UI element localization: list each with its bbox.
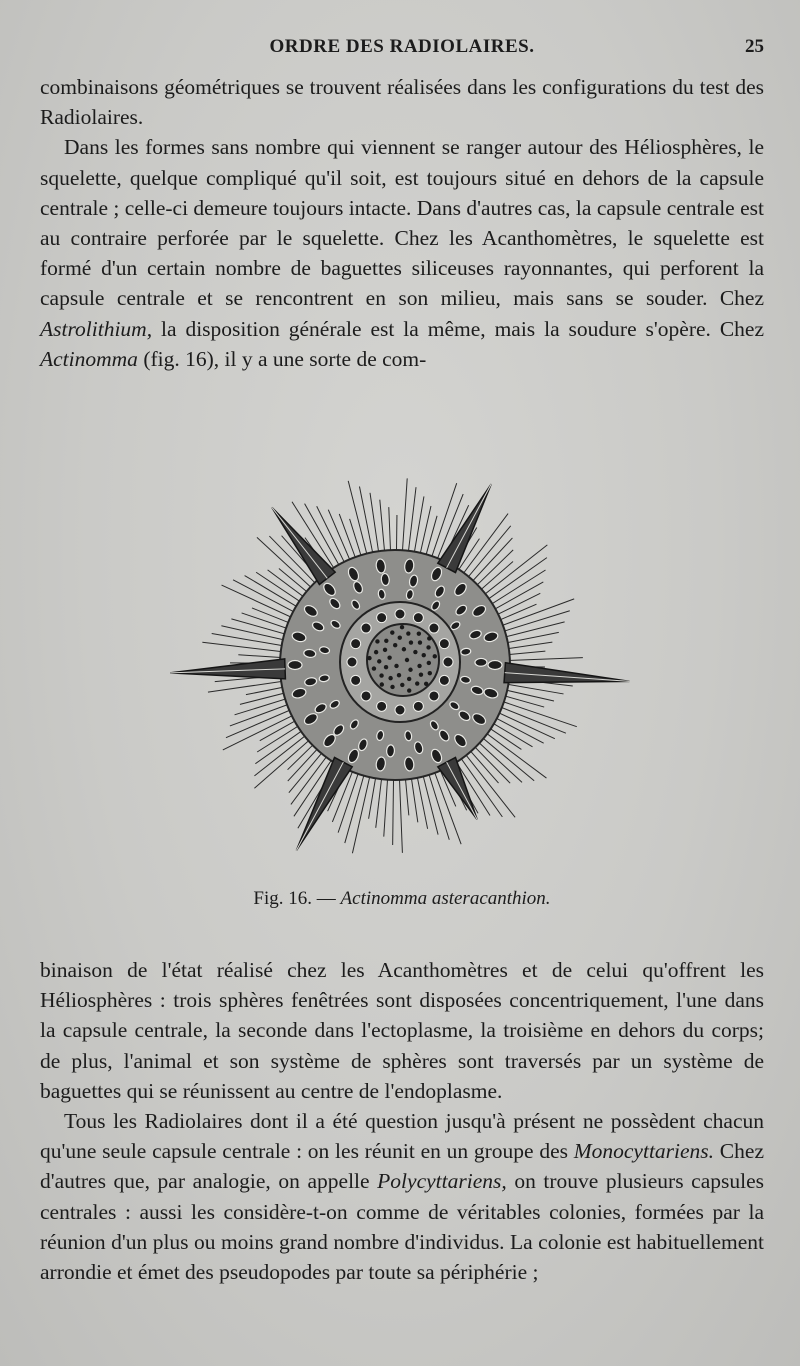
paragraph-skeleton-part-2: la disposition générale est la même, mais la soudure s'opère. Chez <box>152 316 764 341</box>
inner-pore <box>372 666 376 670</box>
middle-pore <box>361 623 371 633</box>
inner-pore <box>409 640 413 644</box>
caption-species: Actinomma asteracanthion. <box>340 888 551 909</box>
paragraph-skeleton-part-3: (fig. 16), il y a une sorte de com- <box>137 346 427 371</box>
genus-astrolithium: Astrolithium, <box>40 316 153 341</box>
inner-pore <box>417 664 421 668</box>
inner-pore <box>427 661 431 665</box>
inner-pore <box>417 631 421 635</box>
middle-pore <box>429 623 439 633</box>
figure-caption <box>40 888 764 910</box>
inner-pore <box>427 636 431 640</box>
middle-pore <box>377 701 387 711</box>
outer-pore <box>475 658 487 666</box>
middle-pore <box>413 701 423 711</box>
radiolarian-illustration <box>150 430 640 880</box>
genus-actinomma: Actinomma <box>40 346 138 371</box>
inner-pore <box>407 677 411 681</box>
inner-pore <box>374 650 378 654</box>
top-text-block <box>40 72 764 374</box>
inner-pore <box>397 673 401 677</box>
inner-pore <box>428 671 432 675</box>
inner-pore <box>394 664 398 668</box>
paragraph-monocyttariens <box>40 1106 764 1287</box>
middle-pore <box>429 691 439 701</box>
inner-pore <box>413 650 417 654</box>
inner-pore <box>405 658 409 662</box>
middle-pore <box>439 675 449 685</box>
middle-pore <box>361 691 371 701</box>
inner-pore <box>387 655 391 659</box>
inner-pore <box>422 653 426 657</box>
major-spine-highlight <box>447 484 492 568</box>
outer-pore <box>488 661 502 670</box>
inner-pore <box>390 630 394 634</box>
middle-pore <box>351 675 361 685</box>
middle-pore <box>347 657 357 667</box>
middle-pore <box>439 639 449 649</box>
inner-pore <box>418 640 422 644</box>
inner-pore <box>390 685 394 689</box>
inner-pore <box>433 654 437 658</box>
inner-pore <box>384 665 388 669</box>
middle-pore <box>395 705 405 715</box>
term-monocyttariens: Monocyttariens. <box>573 1139 715 1164</box>
bottom-text-block <box>40 955 764 1287</box>
middle-pore <box>443 657 453 667</box>
term-polycyttariens: Polycyttariens, <box>377 1169 507 1194</box>
inner-pore <box>367 656 371 660</box>
paragraph-monocyttariens-part-3: on trouve plusieurs capsules centrales : aussi les considère-t-on comme de véritables colonies, formées par la réunion d'un plus ou moins grand nombre d'individus. La colonie est habituellement arrondie et émet des pseudopodes par toute sa périphérie ; <box>40 1169 764 1285</box>
paragraph-combination: binaison de l'état réalisé chez les Acanthomètres et de celui qu'offrent les Héliosphères : trois sphères fenêtrées sont disposées concentriquement, l'une dans la capsule centrale, la seconde dans l'ectoplasme, la troisième en dehors du corps; de plus, l'animal et son système de sphères sont traversés par un système de baguettes qui se réunissent au centre de l'endoplasme. <box>40 958 764 1103</box>
paragraph-monocyttariens-part-1: Tous les Radiolaires dont il a été question jusqu'à présent ne possèdent chacun qu'une seule capsule centrale : on les réunit en un groupe des <box>40 1109 764 1164</box>
paragraph-monocyttariens-part-2: Chez d'autres que, par analogie, on appelle <box>40 1139 764 1194</box>
paragraph-continuation: combinaisons géométriques se trouvent réalisées dans les configurations du test des Radiolaires. <box>40 75 764 130</box>
middle-pore <box>377 613 387 623</box>
middle-pore <box>395 609 405 619</box>
inner-pore <box>388 676 392 680</box>
inner-pore <box>384 639 388 643</box>
paragraph-skeleton <box>40 132 764 374</box>
inner-pore <box>375 639 379 643</box>
inner-pore <box>415 681 419 685</box>
middle-pore <box>351 639 361 649</box>
inner-pore <box>406 631 410 635</box>
figure-actinomma-engraving <box>150 430 640 880</box>
inner-pore <box>379 673 383 677</box>
running-head <box>40 36 764 60</box>
inner-pore <box>408 668 412 672</box>
outer-pore <box>386 745 394 757</box>
inner-pore <box>419 672 423 676</box>
running-title: ORDRE DES RADIOLAIRES. <box>269 36 535 57</box>
inner-pore <box>407 688 411 692</box>
major-spine <box>170 659 285 679</box>
caption-prefix: Fig. 16. — <box>253 888 341 909</box>
inner-pore <box>398 635 402 639</box>
middle-pore <box>413 613 423 623</box>
inner-pore <box>400 683 404 687</box>
inner-pore <box>383 648 387 652</box>
inner-pore <box>393 643 397 647</box>
inner-pore <box>400 625 404 629</box>
major-spine <box>438 757 477 819</box>
inner-pore <box>380 682 384 686</box>
inner-pore <box>426 645 430 649</box>
inner-pore <box>424 682 428 686</box>
outer-pore <box>288 661 302 670</box>
page-number: 25 <box>745 36 764 57</box>
paragraph-skeleton-part-1: Dans les formes sans nombre qui viennent se ranger autour des Héliosphères, le squelette, quelque compliqué qu'il soit, est toujours situé en dehors de la capsule centrale ; celle-ci demeure toujours intacte. Dans d'autres cas, la capsule centrale est au contraire perforée par le squelette. Chez les Acanthomètres, le squelette est formé d'un certain nombre de baguettes siliceuses rayonnantes, qui perforent la capsule centrale et se rencontrent en son milieu, mais sans se souder. Chez <box>40 135 764 311</box>
inner-pore <box>377 659 381 663</box>
inner-pore <box>402 647 406 651</box>
